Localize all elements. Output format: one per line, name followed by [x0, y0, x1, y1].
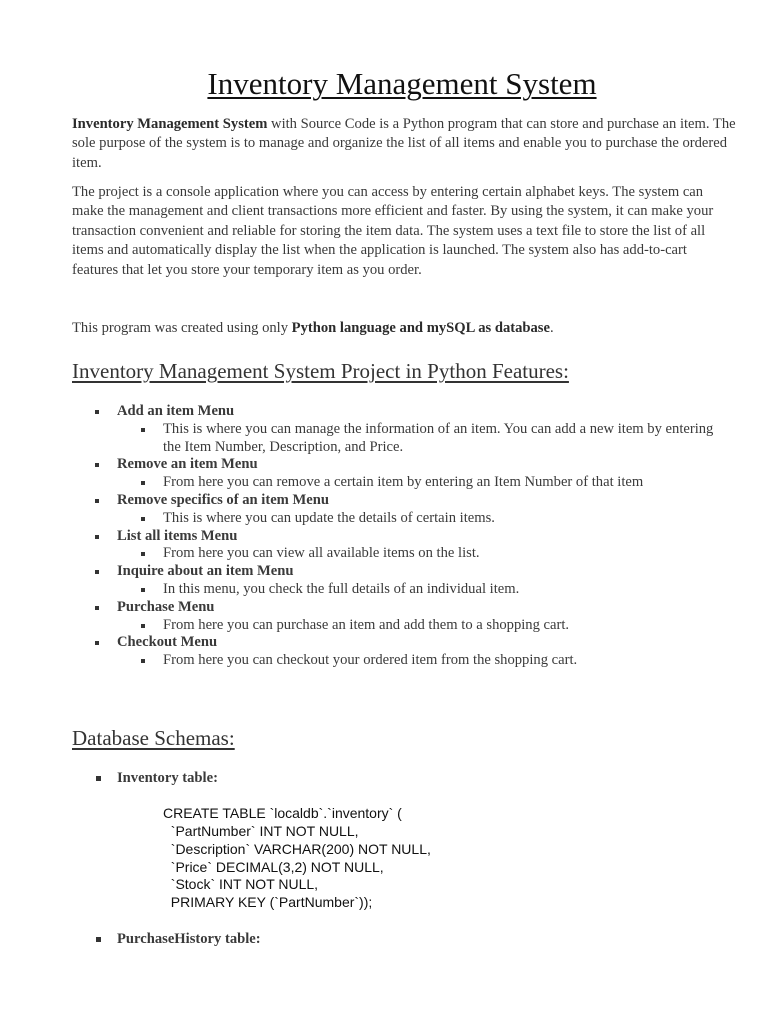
created-with-prefix: This program was created using only	[72, 320, 292, 336]
schema-title: PurchaseHistory table:	[117, 931, 261, 947]
feature-detail: From here you can purchase an item and add them to a shopping cart.	[163, 616, 570, 633]
feature-title-wrap	[72, 599, 732, 617]
feature-detail-wrap	[72, 652, 732, 670]
description-paragraph: The project is a console application where you can access by entering certain alphabet keys. The system can make the management and client transactions more efficient and faster. By using the system, it can make your transaction convenient and reliable for storing the item data. The system uses a text file to store the list of all items and automatically display the list when the application is launched. The system also has add-to-cart features that let you store your temporary item as you order.	[72, 184, 714, 278]
square-bullet-icon	[141, 624, 145, 628]
feature-item	[72, 456, 732, 492]
square-bullet-icon	[141, 517, 145, 521]
feature-detail-wrap	[72, 545, 732, 563]
feature-title: Remove specifics of an item Menu	[117, 491, 329, 508]
schema-title: Inventory table:	[117, 770, 218, 786]
schema-title-wrap	[72, 931, 732, 949]
square-bullet-icon	[95, 410, 99, 414]
feature-item	[72, 528, 732, 564]
feature-item	[72, 634, 732, 670]
feature-detail: From here you can view all available items on the list.	[163, 545, 480, 562]
square-bullet-icon	[141, 428, 145, 432]
square-bullet-icon	[95, 535, 99, 539]
feature-title: Inquire about an item Menu	[117, 563, 294, 580]
square-bullet-icon	[141, 659, 145, 663]
features-list	[72, 403, 732, 670]
feature-sublist	[72, 545, 732, 563]
intro-bold: Inventory Management System	[72, 116, 268, 132]
feature-detail-wrap	[72, 421, 732, 457]
sql-code-block: CREATE TABLE `localdb`.`inventory` ( `PartNumber` INT NOT NULL, `Description` VARCHAR(200) NOT NULL, `Price` DECIMAL(3,2) NOT NULL, `Stock` INT NOT NULL, PRIMARY KEY (`PartNumber`));	[163, 804, 431, 911]
feature-title: Add an item Menu	[117, 403, 235, 419]
feature-title: List all items Menu	[117, 527, 238, 544]
document-title: Inventory Management System	[207, 66, 597, 101]
feature-detail-wrap	[72, 510, 732, 528]
feature-sublist	[72, 617, 732, 635]
feature-item	[72, 492, 732, 528]
feature-detail: This is where you can update the details of certain items.	[163, 509, 495, 526]
feature-detail-wrap	[72, 581, 732, 599]
feature-detail: From here you can remove a certain item by entering an Item Number of that item	[163, 474, 644, 491]
schema-item	[72, 770, 732, 912]
feature-sublist	[72, 652, 732, 670]
square-bullet-icon	[141, 481, 145, 485]
feature-item	[72, 563, 732, 599]
schemas-heading: Database Schemas:	[72, 726, 235, 750]
feature-title-wrap	[72, 634, 732, 652]
feature-detail-wrap	[72, 474, 732, 492]
feature-detail: From here you can checkout your ordered item from the shopping cart.	[163, 652, 578, 669]
square-bullet-icon	[141, 588, 145, 592]
square-bullet-icon	[95, 463, 99, 467]
feature-detail: This is where you can manage the information of an item. You can add a new item by entering the Item Number, Description, and Price.	[163, 420, 714, 455]
schema-item	[72, 931, 732, 949]
feature-sublist	[72, 474, 732, 492]
schema-title-wrap	[72, 770, 732, 788]
feature-sublist	[72, 421, 732, 457]
feature-item	[72, 403, 732, 456]
feature-title: Checkout Menu	[117, 634, 218, 651]
feature-detail: In this menu, you check the full details of an individual item.	[163, 580, 520, 597]
feature-title-wrap	[72, 528, 732, 546]
square-bullet-icon	[141, 552, 145, 556]
features-heading: Inventory Management System Project in Python Features:	[72, 359, 569, 383]
feature-title-wrap	[72, 563, 732, 581]
square-bullet-icon	[96, 937, 101, 942]
square-bullet-icon	[95, 499, 99, 503]
intro-paragraph	[72, 115, 736, 173]
square-bullet-icon	[96, 776, 101, 781]
feature-sublist	[72, 581, 732, 599]
feature-title-wrap	[72, 403, 732, 421]
feature-title-wrap	[72, 492, 732, 510]
feature-detail-wrap	[72, 617, 732, 635]
intro-text: with Source Code is a Python program that can store and purchase an item. The sole purpose of the system is to manage and organize the list of all items and enable you to purchase the ordered item.	[72, 116, 736, 171]
feature-title: Purchase Menu	[117, 598, 215, 615]
feature-item	[72, 599, 732, 635]
square-bullet-icon	[95, 606, 99, 610]
feature-title: Remove an item Menu	[117, 456, 258, 473]
square-bullet-icon	[95, 641, 99, 645]
feature-title-wrap	[72, 456, 732, 474]
created-with-paragraph	[72, 319, 736, 338]
square-bullet-icon	[95, 570, 99, 574]
created-with-bold: Python language and mySQL as database	[291, 320, 550, 336]
feature-sublist	[72, 510, 732, 528]
created-with-suffix: .	[549, 320, 554, 336]
